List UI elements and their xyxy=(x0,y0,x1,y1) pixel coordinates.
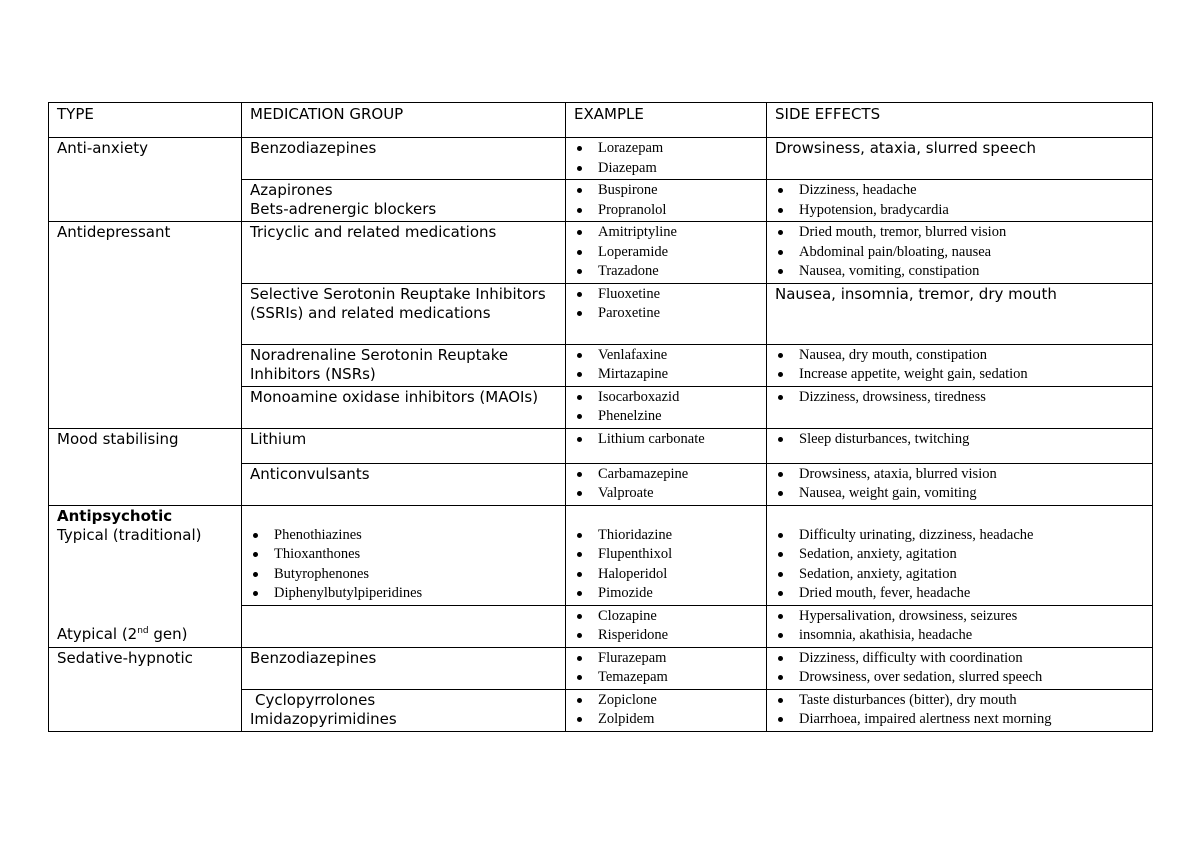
list-item: Loperamide xyxy=(574,243,759,263)
list-item: Dizziness, drowsiness, tiredness xyxy=(775,388,1145,408)
list-item: Pimozide xyxy=(574,584,759,604)
example-cell xyxy=(566,180,767,222)
side-effects-cell: Drowsiness, ataxia, slurred speech xyxy=(767,138,1153,180)
list-item: Trazadone xyxy=(574,262,759,282)
subtype-atypical: Atypical (2nd gen) xyxy=(57,624,188,643)
list-item: Paroxetine xyxy=(574,304,759,324)
side-effects-cell xyxy=(767,344,1153,386)
side-effects-cell xyxy=(767,647,1153,689)
list-item: Phenelzine xyxy=(574,407,759,427)
list-item: Risperidone xyxy=(574,626,759,646)
list-item: Dried mouth, tremor, blurred vision xyxy=(775,223,1145,243)
side-effects-cell xyxy=(767,605,1153,647)
list-item: Diphenylbutylpiperidines xyxy=(250,584,558,604)
list-item: Clozapine xyxy=(574,607,759,627)
list-item: Mirtazapine xyxy=(574,365,759,385)
group-name: Cyclopyrrolones xyxy=(255,690,376,709)
example-cell xyxy=(566,505,767,605)
list-item: insomnia, akathisia, headache xyxy=(775,626,1145,646)
list-item: Dizziness, difficulty with coordination xyxy=(775,649,1145,669)
list-item: Valproate xyxy=(574,484,759,504)
group-cell: Noradrenaline Serotonin Reuptake Inhibitors (NSRs) xyxy=(242,344,566,386)
list-item: Increase appetite, weight gain, sedation xyxy=(775,365,1145,385)
table-row xyxy=(49,138,1153,180)
list-item: Flupenthixol xyxy=(574,545,759,565)
type-antipsychotic xyxy=(49,505,242,647)
list-item: Temazepam xyxy=(574,668,759,688)
list-item: Butyrophenones xyxy=(250,565,558,585)
list-item: Hypersalivation, drowsiness, seizures xyxy=(775,607,1145,627)
list-item: Thioridazine xyxy=(574,526,759,546)
group-cell: Tricyclic and related medications xyxy=(242,222,566,284)
group-cell: Lithium xyxy=(242,428,566,463)
group-cell xyxy=(242,505,566,605)
side-effects-cell xyxy=(767,180,1153,222)
example-cell xyxy=(566,344,767,386)
example-cell xyxy=(566,689,767,731)
list-item: Nausea, weight gain, vomiting xyxy=(775,484,1145,504)
group-cell: Benzodiazepines xyxy=(242,647,566,689)
list-item: Haloperidol xyxy=(574,565,759,585)
example-cell xyxy=(566,138,767,180)
header-side-effects: SIDE EFFECTS xyxy=(767,103,1153,138)
group-name: Imidazopyrimidines xyxy=(250,709,397,728)
side-effects-cell xyxy=(767,222,1153,284)
list-item: Buspirone xyxy=(574,181,759,201)
group-cell xyxy=(242,689,566,731)
list-item: Nausea, dry mouth, constipation xyxy=(775,346,1145,366)
list-item: Lorazepam xyxy=(574,139,759,159)
side-effects-cell xyxy=(767,428,1153,463)
list-item: Drowsiness, ataxia, blurred vision xyxy=(775,465,1145,485)
group-cell: Anticonvulsants xyxy=(242,463,566,505)
group-cell: Benzodiazepines xyxy=(242,138,566,180)
list-item: Sedation, anxiety, agitation xyxy=(775,545,1145,565)
group-cell: Selective Serotonin Reuptake Inhibitors (SSRIs) and related medications xyxy=(242,283,566,344)
side-effects-cell xyxy=(767,463,1153,505)
list-item: Dizziness, headache xyxy=(775,181,1145,201)
table-row xyxy=(49,505,1153,605)
type-anti-anxiety: Anti-anxiety xyxy=(49,138,242,222)
list-item: Diazepam xyxy=(574,159,759,179)
group-cell xyxy=(242,605,566,647)
list-item: Zopiclone xyxy=(574,691,759,711)
type-mood-stabilising: Mood stabilising xyxy=(49,428,242,505)
side-effects-cell xyxy=(767,505,1153,605)
list-item: Zolpidem xyxy=(574,710,759,730)
list-item: Sleep disturbances, twitching xyxy=(775,430,1145,450)
example-cell xyxy=(566,428,767,463)
type-antidepressant: Antidepressant xyxy=(49,222,242,429)
example-cell xyxy=(566,647,767,689)
side-effects-cell: Nausea, insomnia, tremor, dry mouth xyxy=(767,283,1153,344)
list-item: Venlafaxine xyxy=(574,346,759,366)
type-sedative-hypnotic: Sedative-hypnotic xyxy=(49,647,242,731)
list-item: Fluoxetine xyxy=(574,285,759,305)
list-item: Diarrhoea, impaired alertness next morning xyxy=(775,710,1145,730)
list-item: Flurazepam xyxy=(574,649,759,669)
list-item: Isocarboxazid xyxy=(574,388,759,408)
list-item: Lithium carbonate xyxy=(574,430,759,450)
header-medication-group: MEDICATION GROUP xyxy=(242,103,566,138)
list-item: Amitriptyline xyxy=(574,223,759,243)
example-cell xyxy=(566,605,767,647)
group-name: Azapirones xyxy=(250,181,333,199)
header-row xyxy=(49,103,1153,138)
list-item: Drowsiness, over sedation, slurred speech xyxy=(775,668,1145,688)
example-cell xyxy=(566,463,767,505)
table-row xyxy=(49,222,1153,284)
list-item: Difficulty urinating, dizziness, headache xyxy=(775,526,1145,546)
group-cell: Monoamine oxidase inhibitors (MAOIs) xyxy=(242,386,566,428)
list-item: Dried mouth, fever, headache xyxy=(775,584,1145,604)
list-item: Propranolol xyxy=(574,201,759,221)
list-item: Taste disturbances (bitter), dry mouth xyxy=(775,691,1145,711)
table-row xyxy=(49,647,1153,689)
list-item: Abdominal pain/bloating, nausea xyxy=(775,243,1145,263)
list-item: Nausea, vomiting, constipation xyxy=(775,262,1145,282)
list-item: Carbamazepine xyxy=(574,465,759,485)
side-effects-cell xyxy=(767,386,1153,428)
list-item: Sedation, anxiety, agitation xyxy=(775,565,1145,585)
medication-table xyxy=(48,102,1153,732)
group-name: Bets-adrenergic blockers xyxy=(250,200,437,218)
group-cell xyxy=(242,180,566,222)
header-type: TYPE xyxy=(49,103,242,138)
example-cell xyxy=(566,283,767,344)
list-item: Hypotension, bradycardia xyxy=(775,201,1145,221)
header-example: EXAMPLE xyxy=(566,103,767,138)
side-effects-cell xyxy=(767,689,1153,731)
list-item: Thioxanthones xyxy=(250,545,558,565)
table-row xyxy=(49,428,1153,463)
subtype-typical: Typical (traditional) xyxy=(57,525,202,544)
type-label: Antipsychotic xyxy=(57,506,173,525)
list-item: Phenothiazines xyxy=(250,526,558,546)
example-cell xyxy=(566,222,767,284)
example-cell xyxy=(566,386,767,428)
